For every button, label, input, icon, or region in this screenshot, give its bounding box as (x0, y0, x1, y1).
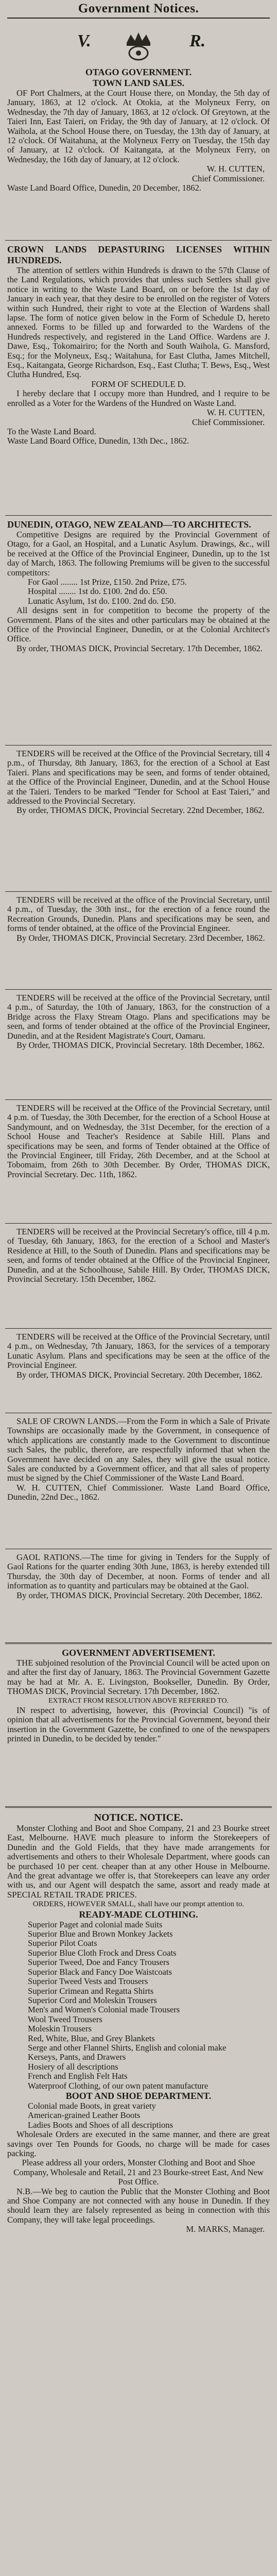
divider (5, 1223, 272, 1224)
list-item: Kerseys, Pants, and Drawers (28, 2052, 126, 2062)
notice-tender-school-houses (7, 1104, 270, 1220)
list-item: Moleskin Trousers (28, 2024, 92, 2034)
cipher-right: R. (189, 31, 206, 50)
notice-depasturing-licenses (7, 244, 270, 512)
list-item: Superior Black and Fancy Doe Waistcoats (28, 1967, 172, 1977)
divider (5, 240, 272, 241)
advert-heading: NOTICE. NOTICE. (94, 1812, 183, 1823)
advert-body: Monster Clothing and Boot and Shoe Company, 21 and 23 Bourke street East, Melbourne. HAVE much pleasure to inform the Storekeepers of Dunedin and the Gold Fields, that they have made arrangements for advertisements and others to their Wholesale Department, where goods can be purchased 10 per cent. cheaper than at any other House in Melbourne. And the great advantage we offer is, that Storekeepers can leave any order with us, and our Agent will despatch the same, assort and ready made at SPECIAL RETAIL TRADE PRICES. (7, 1823, 270, 1900)
divider (5, 515, 272, 516)
advert-body-2: Wholesale Orders are executed in the same manner, and there are great savings over Ten Pounds for Goods, no charge will be made for cases packing. (7, 2129, 270, 2158)
list-item: Superior Tweed, Doe and Fancy Trousers (28, 1957, 170, 1968)
premium-item: Lunatic Asylum, 1st do. £100. 2nd do. £50. (28, 596, 176, 606)
list-item: Wool Tweed Trousers (28, 2014, 102, 2024)
notice-signature: W. H. CUTTEN, (206, 164, 265, 174)
notice-order: By Order, THOMAS DICK, Provincial Secretary. 23rd December, 1862. (16, 933, 265, 943)
boot-list (7, 2102, 270, 2130)
list-item: Colonial made Boots, in great variety (28, 2100, 156, 2111)
list-item: Ladies Boots and Shoes of all descriptions (28, 2120, 174, 2130)
advert-orders: ORDERS, HOWEVER SMALL, shall have our prompt attention to. (32, 1900, 245, 1909)
notice-tender-school-east-taieri (7, 749, 270, 888)
premium-item: For Gaol ........ 1st Prize, £150. 2nd Prize, £75. (28, 577, 187, 587)
notice-form-heading: FORM OF SCHEDULE D. (91, 379, 186, 389)
notice-signature-title: Chief Commissioner. (192, 417, 265, 427)
notice-signature: W. H. CUTTEN, Chief Commissioner. Waste Land Board Office, Dunedin, 22nd Dec., 1862. (7, 1482, 270, 1502)
notice-heading: DUNEDIN, OTAGO, NEW ZEALAND—TO ARCHITECTS. (7, 519, 251, 530)
notice-body-2: IN respect to advertising, however, this (Provincial Council) "is of opinion that all advertisements for the Provincial Government, beyond their insertion in the Government Gazette, be confined to one of the newspapers printed in Dunedin, to be decided by tender." (7, 1705, 270, 1744)
page-title: Government Notices. (78, 2, 199, 15)
advert-caution: N.B.—We beg to caution the Public that the Monster Clothing and Boot and Shoe Company are not connected with any house in Dunedin. If they should learn they are falsely represented as being in connection with this Company, they will take legal proceedings. (7, 2186, 270, 2225)
notice-architects (7, 519, 270, 742)
notice-from: Waste Land Board Office, Dunedin, 13th Dec., 1862. (7, 436, 189, 446)
notice-body: TENDERS will be received at the Office of the Provincial Secretary, until 4 p.m., on Wednesday, 7th January, 1863, for the services of a temporary Lunatic Asylum. Plans and specifications may be seen at the office of the Provincial Engineer. (7, 1332, 270, 1370)
masthead (0, 0, 277, 28)
notice-org: OTAGO GOVERNMENT. (85, 67, 192, 77)
list-item: French and English Felt Hats (28, 2071, 128, 2081)
notice-body: OF Port Chalmers, at the Court House there, on Monday, the 5th day of January, 1863, at 12 o'clock. At Otokia, at the Molyneux Ferry, on Wednesday, the 7th day of January, 1863, at 12 o'clock. Of Greytown, at the Taieri Inn, East Taieri, on Friday, the 9th day of January, at 12 o'clock. Of Waihola, at the School House there, on Tuesday, the 13th day of January, at 12 o'clock. Of Waitahuna, at the Molyneux Ferry on Tuesday, the 15th day of January, at 12 o'clock. Of Kaitangata, at the Molyneux Ferry, on Wednesday, the 16th day of January, at 12 o'clock. (7, 88, 270, 164)
notice-heading: TOWN LAND SALES. (92, 78, 185, 88)
notice-extract-heading: EXTRACT FROM RESOLUTION ABOVE REFERRED TO. (48, 1697, 229, 1705)
notice-signature: W. H. CUTTEN, (206, 408, 265, 418)
list-item: Superior Blue and Brown Monkey Jackets (28, 1929, 173, 1939)
notice-body: TENDERS will be received at the office of the Provincial Secretary, until 4 p.m., of Saturday, the 10th of January, 1863, for the construction of a Bridge across the Flaxy Stream Otago. Plans and specifications may be seen, and forms of tender obtained at the office of the Provincial Engineer, Dunedin, and at the Resident Magistrate's Court, Oamaru. (7, 993, 270, 1041)
notice-sale-crown-lands (7, 1417, 270, 1546)
premium-list (7, 578, 270, 606)
list-item: Superior Tweed Vests and Trousers (28, 1976, 148, 1987)
clothing-list (7, 1920, 270, 2091)
notice-signature-title: Chief Commissioner. (192, 173, 265, 183)
notice-order: By Order, THOMAS DICK, Provincial Secretary. 18th December, 1862. (16, 1040, 265, 1050)
list-item: Men's and Women's Colonial made Trousers (28, 2005, 180, 2015)
list-item: Superior Paget and colonial made Suits (28, 1919, 163, 1929)
notice-to: To the Waste Land Board. (7, 426, 96, 436)
notice-tender-fence (7, 895, 270, 986)
divider (5, 1328, 272, 1329)
list-item: Superior Blue Cloth Frock and Dress Coats (28, 1947, 177, 1958)
notice-tender-school-residence (7, 1227, 270, 1325)
advert-monster-clothing (7, 1811, 270, 2576)
notice-body: TENDERS will be received at the Office of the Provincial Secretary, until 4 p.m. of Tuesday, the 30th December, for the erection of a School House at Sandymount, and on Wednesday, the 31st December, for the erection of a School House and Teacher's Residence at Sabile Hill. Plans and specifications may be seen, and forms of Tender obtained at the Office of the Provincial Engineer, till Friday, 26th December, and at the School at Tobomaim, from 26th to 30th December. By Order, THOMAS DICK, Provincial Secretary. Dec. 11th, 1862. (7, 1104, 270, 1179)
list-item: Superior Pilot Coats (28, 1938, 97, 1948)
notice-heading: CROWN LANDS DEPASTURING LICENSES WITHIN HUNDREDS. (7, 244, 270, 265)
notice-government-advertisement (7, 1648, 270, 1803)
notice-body-2: All designs sent in for competition to become the property of the Government. Plans of the sites and other particulars may be obtained at the Office of the Provincial Engineer, Dunedin, or at the Colonial Architect's Office. (7, 605, 270, 644)
advert-address: Please address all your orders, Monster Clothing and Boot and Shoe Company, Wholesale and Retail, 21 and 23 Bourke-street East, And New Post Office. (13, 2158, 264, 2187)
advert-subheading: READY-MADE CLOTHING. (79, 1909, 198, 1920)
notice-body: GAOL RATIONS.—The time for giving in Tenders for the Supply of Gaol Rations for the quarter ending 30th June, 1863, is hereby extended till Thursday, the 30th day of December, at noon. Forms of tender and all information as to quantity and particulars may be obtained at the Gaol. (7, 1553, 270, 1591)
divider (5, 891, 272, 892)
notice-body: TENDERS will be received at the Office of the Provincial Secretary, till 4 p.m., of Thursday, 8th January, 1863, for the erection of a School at East Taieri. Plans and specifications may be seen, and forms of tender obtained, at the Office of the Provincial Engineer, Dunedin, and at the School House at the Taieri. Tenders to be marked "Tender for School at East Taieri," and addressed to the Provincial Secretary. (7, 749, 270, 806)
list-item: Superior Crimean and Regatta Shirts (28, 1986, 154, 1996)
title-rule (7, 18, 270, 19)
list-item: American-grained Leather Boots (28, 2110, 141, 2121)
double-divider (5, 1806, 272, 1808)
notice-body: TENDERS will be received at the office of the Provincial Secretary, until 4 p.m., of Tuesday, the 30th inst., for the erection of a fence round the Recreation Grounds, Dunedin. Plans and specifications may be seen, and forms of tender obtained, at the office of the Provincial Engineer. (7, 895, 270, 934)
notice-body: TENDERS will be received at the Provincial Secretary's office, till 4 p.m. of Tuesday, 6th January, 1863, for the erection of a School and Master's Residence at Hill, to the South of Dunedin. Plans and specifications may be seen, and forms of tender obtained at the Office of the Provincial Engineer, Dunedin, and at the Schoolhouse, Sabile Hill. By Order, THOMAS DICK, Provincial Secretary. 15th December, 1862. (7, 1227, 270, 1284)
notice-gaol-rations (7, 1553, 270, 1639)
crown-crest-icon (123, 29, 154, 62)
premium-item: Hospital ........ 1st do. £100. 2nd do. £50. (28, 586, 167, 597)
list-item: Hosiery of all descriptions (28, 2061, 118, 2072)
double-divider (5, 1642, 272, 1644)
notice-town-land-sales (7, 67, 270, 237)
divider (5, 1099, 272, 1100)
notice-tender-bridge (7, 993, 270, 1096)
notice-order: By order, THOMAS DICK, Provincial Secretary. 17th December, 1862. (16, 643, 263, 653)
list-item: Waterproof Clothing, of our own patent manufacture (28, 2080, 209, 2091)
notice-body: THE subjoined resolution of the Provincial Council will be acted upon on and after the first day of January, 1863. The Provincial Government Gazette may be had at Mr. A. E. Livingston, Bookseller, Dunedin. By Order, THOMAS DICK, Provincial Secretary. 17th December, 1862. (7, 1658, 270, 1697)
notice-order: By order, THOMAS DICK, Provincial Secretary. 22nd December, 1862. (16, 805, 265, 816)
royal-cipher (0, 28, 277, 64)
notice-body: The attention of settlers within Hundreds is drawn to the 57th Clause of the Land Regulations, which provides that unless such Settlers shall give notice in writing to the Waste Land Board, on or before the 1st day of January in each year, that they desire to be enrolled on the register of Voters within such Hundred, their right to vote at the Election of Wardens shall lapse. The form of notice given below in the Form of Schedule D, hereto annexed. Forms to be filled up and forwarded to the Wardens of the Hundreds respectively, and registered in the Land Office. Wardens are J. Dawe, Esq., Tokomairiro; for the North and South Waihola, G. Mansford, Esq.; for the Molyneux, Esq.; Waitahuna, for East Clutha, James Mitchell, Esq., Kaitangata, George Richardson, Esq., East Clutha; T. Bews, Esq., West Clutha Hundred, Esq. (7, 265, 270, 380)
advert-signature: M. MARKS, Manager. (186, 2224, 265, 2234)
notice-heading: GOVERNMENT ADVERTISEMENT. (62, 1648, 215, 1658)
list-item: Red, White, Blue, and Grey Blankets (28, 2033, 155, 2043)
notice-body: Competitive Designs are required by the Provincial Government of Otago, for a Gaol, an Hospital, and a Lunatic Asylum. Drawings, &c., will be received at the Office of the Provincial Engineer, Dunedin, up to the 1st day of March, 1863. The following Premiums will be given to the successful competitors: (7, 530, 270, 578)
notice-from: Waste Land Board Office, Dunedin, 20 December, 1862. (7, 183, 201, 193)
notice-form-body: I hereby declare that I occupy more than Hundred, and I require to be enrolled as a Voter for the Wardens of the Hundred on Waste Land. (7, 388, 270, 408)
list-item: Superior Cord and Moleskin Trousers (28, 1995, 157, 2005)
list-item: Serge and other Flannel Shirts, English and colonial make (28, 2042, 227, 2053)
notice-body: SALE OF CROWN LANDS.—From the Form in which a Sale of Private Townships are occasionally made by the Government, in consequence of which applications are constantly made to the Government to discontinue such Sales, the public, therefore, are respectfully informed that when the Government have decided on any Sales, they will give the usual notice. Sales are conducted by a Government officer, and that all sales of property must be signed by the Chief Commissioner of the Waste Land Board. (7, 1417, 270, 1483)
advert-subheading-boots: BOOT AND SHOE DEPARTMENT. (65, 2090, 212, 2101)
cipher-left: V. (77, 31, 91, 50)
notice-order: By order, THOMAS DICK, Provincial Secretary. 20th December, 1862. (16, 1369, 263, 1380)
notice-order: By order, THOMAS DICK, Provincial Secretary. 20th December, 1862. (16, 1590, 263, 1600)
notice-tender-lunatic-asylum (7, 1332, 270, 1410)
divider (5, 989, 272, 990)
